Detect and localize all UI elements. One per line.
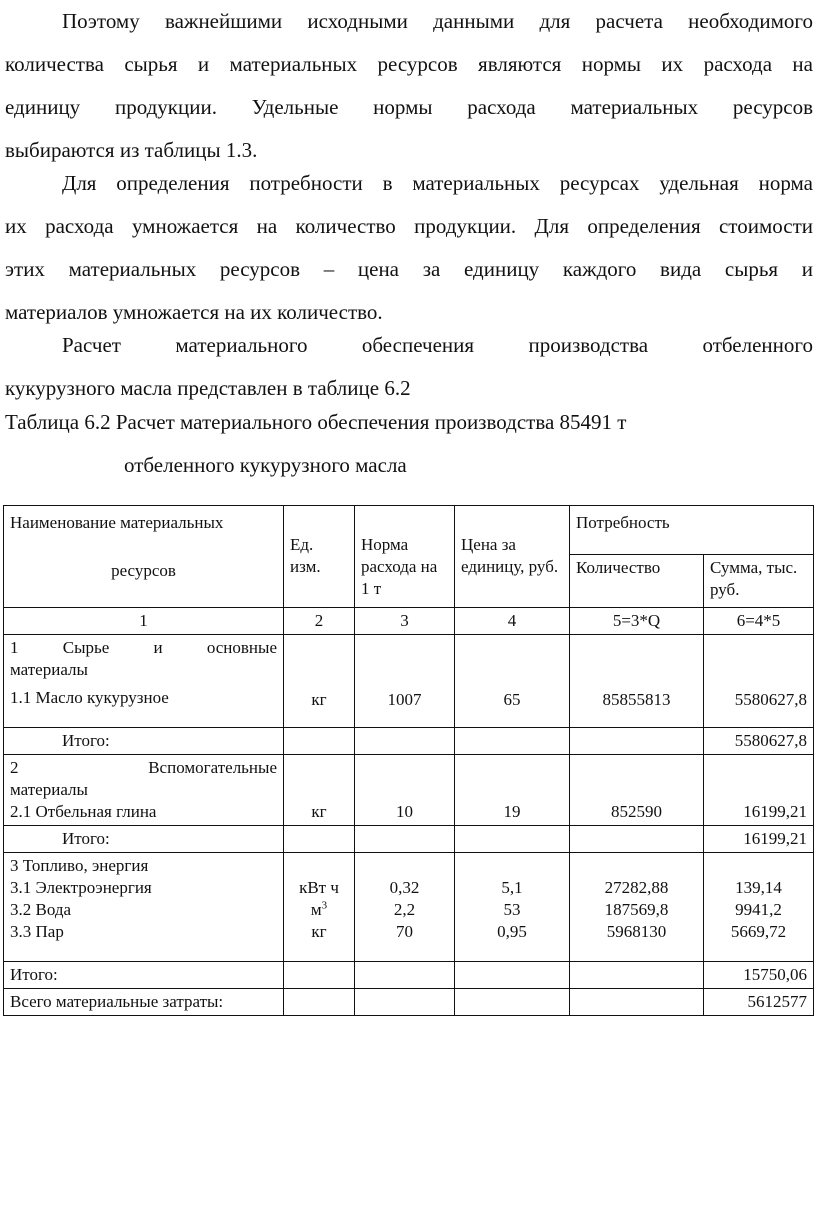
subtotal-value: 15750,06 (704, 962, 814, 989)
subtotal-label: Итого: (4, 826, 284, 853)
paragraph-3 (5, 324, 813, 410)
header-unit: Ед. изм. (284, 506, 355, 608)
materials-table (3, 505, 814, 1016)
col-number: 2 (284, 608, 355, 635)
item-quantity: 85855813 (570, 635, 704, 728)
text-line: выбираются из таблицы 1.3. (5, 138, 258, 162)
text-line: Для определения потребности в материальных ресурсах удельная норма (62, 171, 813, 195)
group-energy-row (4, 853, 814, 962)
text-line: их расхода умножается на количество продукции. Для определения стоимости (5, 214, 813, 238)
header-norm: Норма расхода на 1 т (355, 506, 455, 608)
text-line: кукурузного масла представлен в таблице 6.2 (5, 376, 411, 400)
col-number: 1 (4, 608, 284, 635)
header-row (4, 506, 814, 555)
item-name: 1.1 Масло кукурузное (10, 688, 169, 707)
header-sum: Сумма, тыс. руб. (704, 555, 814, 608)
item-price: 65 (455, 635, 570, 728)
table-caption-continued: отбеленного кукурузного масла (124, 453, 407, 477)
subtotal-label: Итого: (4, 962, 284, 989)
item-sum: 16199,21 (704, 755, 814, 826)
item-quantity: 852590 (570, 755, 704, 826)
item-name: 3.1 Электроэнергия (10, 878, 152, 897)
paragraph-2 (5, 162, 813, 334)
text-line: единицу продукции. Удельные нормы расхода материальных ресурсов (5, 95, 813, 119)
energy-sums: 139,14 9941,2 5669,72 (704, 853, 814, 962)
col-number: 5=3*Q (570, 608, 704, 635)
group-raw-materials: 1 Сырье и основные материалы 1.1 Масло кукурузное (4, 635, 284, 728)
item-sum: 5580627,8 (704, 635, 814, 728)
energy-quantities: 27282,88 187569,8 5968130 (570, 853, 704, 962)
group-auxiliary-row (4, 755, 814, 826)
col-number: 3 (355, 608, 455, 635)
text-line: Расчет материального обеспечения производства отбеленного (62, 333, 813, 357)
header-price: Цена за единицу, руб. (455, 506, 570, 608)
subtotal-value: 16199,21 (704, 826, 814, 853)
group-energy: 3 Топливо, энергия 3.1 Электроэнергия 3.2 Вода 3.3 Пар (4, 853, 284, 962)
energy-norms: 0,32 2,2 70 (355, 853, 455, 962)
header-resource-name: Наименование материальных ресурсов (4, 506, 284, 608)
item-unit: кг (284, 755, 355, 826)
col-number: 4 (455, 608, 570, 635)
item-unit: кг (284, 635, 355, 728)
group-auxiliary: 2 Вспомогательные материалы 2.1 Отбельная глина (4, 755, 284, 826)
item-name: 2.1 Отбельная глина (10, 802, 157, 821)
header-quantity: Количество (570, 555, 704, 608)
subtotal-row (4, 962, 814, 989)
subtotal-value: 5580627,8 (704, 728, 814, 755)
text-line: этих материальных ресурсов – цена за единицу каждого вида сырья и (5, 257, 813, 281)
energy-units: кВт ч $м^3$ кг (284, 853, 355, 962)
paragraph-1 (5, 0, 813, 172)
item-name: 3.3 Пар (10, 922, 64, 941)
text-line: материалов умножается на их количество. (5, 300, 383, 324)
col-number: 6=4*5 (704, 608, 814, 635)
grand-total-value: 5612577 (704, 989, 814, 1016)
item-norm: 1007 (355, 635, 455, 728)
grand-total-row (4, 989, 814, 1016)
group-raw-materials-row (4, 635, 814, 728)
header-need: Потребность (570, 506, 814, 555)
text-line: Поэтому важнейшими исходными данными для расчета необходимого (62, 9, 813, 33)
table-caption: Таблица 6.2 Расчет материального обеспечения производства 85491 т (5, 410, 627, 434)
item-price: 19 (455, 755, 570, 826)
subtotal-row (4, 728, 814, 755)
column-numbers-row (4, 608, 814, 635)
energy-prices: 5,1 53 0,95 (455, 853, 570, 962)
text-line: количества сырья и материальных ресурсов являются нормы их расхода на (5, 52, 813, 76)
subtotal-label: Итого: (4, 728, 284, 755)
grand-total-label: Всего материальные затраты: (4, 989, 284, 1016)
subtotal-row (4, 826, 814, 853)
item-norm: 10 (355, 755, 455, 826)
item-name: 3.2 Вода (10, 900, 72, 919)
